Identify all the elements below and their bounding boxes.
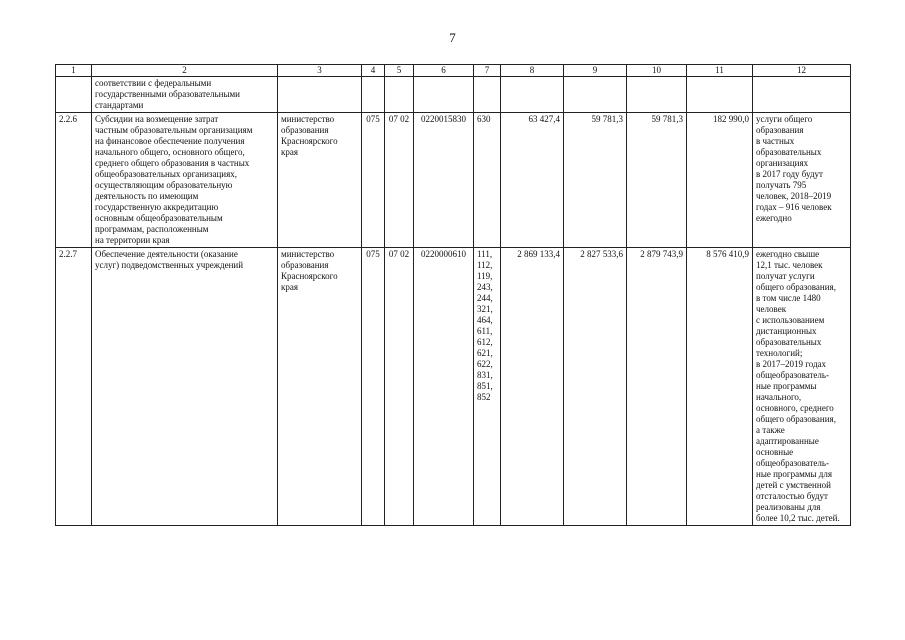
header-cell: 9 bbox=[564, 65, 627, 77]
table-row bbox=[56, 248, 851, 526]
rzpr-cell: 07 02 bbox=[385, 113, 414, 248]
rzpr-cell bbox=[385, 77, 414, 113]
amount-2019-cell bbox=[627, 77, 687, 113]
amount-2018-cell: 59 781,3 bbox=[564, 113, 627, 248]
ministry-cell bbox=[278, 77, 362, 113]
amount-2017-cell: 63 427,4 bbox=[501, 113, 564, 248]
amount-2019-cell: 2 879 743,9 bbox=[627, 248, 687, 526]
measure-name-cell: соответствии с федеральными государственными образовательными стандартами bbox=[92, 77, 278, 113]
expected-result-cell: ежегодно свыше 12,1 тыс. человек получат услуги общего образования, в том числе 1480 человек с использованием дистанционных образовательных технологий; в 2017–2019 годах общеобразователь- ные программы начального, основного, среднего общего образования, а также адаптированные основные общеобразователь- ные программы для детей с умственной отсталостью будут реализованы для более 10,2 тыс. детей. bbox=[753, 248, 851, 526]
expected-result-cell bbox=[753, 77, 851, 113]
row-number-cell: 2.2.7 bbox=[56, 248, 92, 526]
vr-cell: 111, 112, 119, 243, 244, 321, 464, 611, 612, 621, 622, 831, 851, 852 bbox=[474, 248, 501, 526]
header-cell: 1 bbox=[56, 65, 92, 77]
ministry-cell: министерство образования Красноярского края bbox=[278, 113, 362, 248]
rzpr-cell: 07 02 bbox=[385, 248, 414, 526]
header-row bbox=[56, 65, 851, 77]
amount-2019-cell: 59 781,3 bbox=[627, 113, 687, 248]
header-cell: 4 bbox=[362, 65, 385, 77]
amount-2018-cell bbox=[564, 77, 627, 113]
header-cell: 7 bbox=[474, 65, 501, 77]
row-number-cell: 2.2.6 bbox=[56, 113, 92, 248]
vr-cell: 630 bbox=[474, 113, 501, 248]
measure-name-cell: Обеспечение деятельности (оказание услуг) подведомственных учреждений bbox=[92, 248, 278, 526]
grbs-cell: 075 bbox=[362, 248, 385, 526]
vr-cell bbox=[474, 77, 501, 113]
grbs-cell bbox=[362, 77, 385, 113]
header-cell: 11 bbox=[687, 65, 753, 77]
csr-cell bbox=[414, 77, 474, 113]
expected-result-cell: услуги общего образования в частных образовательных организациях в 2017 году будут получать 795 человек, 2018–2019 годах – 916 человек ежегодно bbox=[753, 113, 851, 248]
amount-2018-cell: 2 827 533,6 bbox=[564, 248, 627, 526]
table-row bbox=[56, 113, 851, 248]
header-cell: 2 bbox=[92, 65, 278, 77]
header-cell: 3 bbox=[278, 65, 362, 77]
measure-name-cell: Субсидии на возмещение затрат частным образовательным организациям на финансовое обеспечение получения начального общего, основного общего, среднего общего образования в частных общеобразовательных организациях, осуществляющим образовательную деятельность по имеющим государственную аккредитацию основным общеобразовательным программам, расположенным на территории края bbox=[92, 113, 278, 248]
header-cell: 8 bbox=[501, 65, 564, 77]
page-number: 7 bbox=[449, 30, 456, 45]
amount-total-cell bbox=[687, 77, 753, 113]
csr-cell: 0220015830 bbox=[414, 113, 474, 248]
header-cell: 5 bbox=[385, 65, 414, 77]
row-number-cell bbox=[56, 77, 92, 113]
amount-total-cell: 182 990,0 bbox=[687, 113, 753, 248]
csr-cell: 0220000610 bbox=[414, 248, 474, 526]
amount-2017-cell bbox=[501, 77, 564, 113]
table-row bbox=[56, 77, 851, 113]
budget-table bbox=[55, 64, 851, 526]
amount-2017-cell: 2 869 133,4 bbox=[501, 248, 564, 526]
header-cell: 12 bbox=[753, 65, 851, 77]
header-cell: 6 bbox=[414, 65, 474, 77]
grbs-cell: 075 bbox=[362, 113, 385, 248]
header-cell: 10 bbox=[627, 65, 687, 77]
ministry-cell: министерство образования Красноярского края bbox=[278, 248, 362, 526]
amount-total-cell: 8 576 410,9 bbox=[687, 248, 753, 526]
